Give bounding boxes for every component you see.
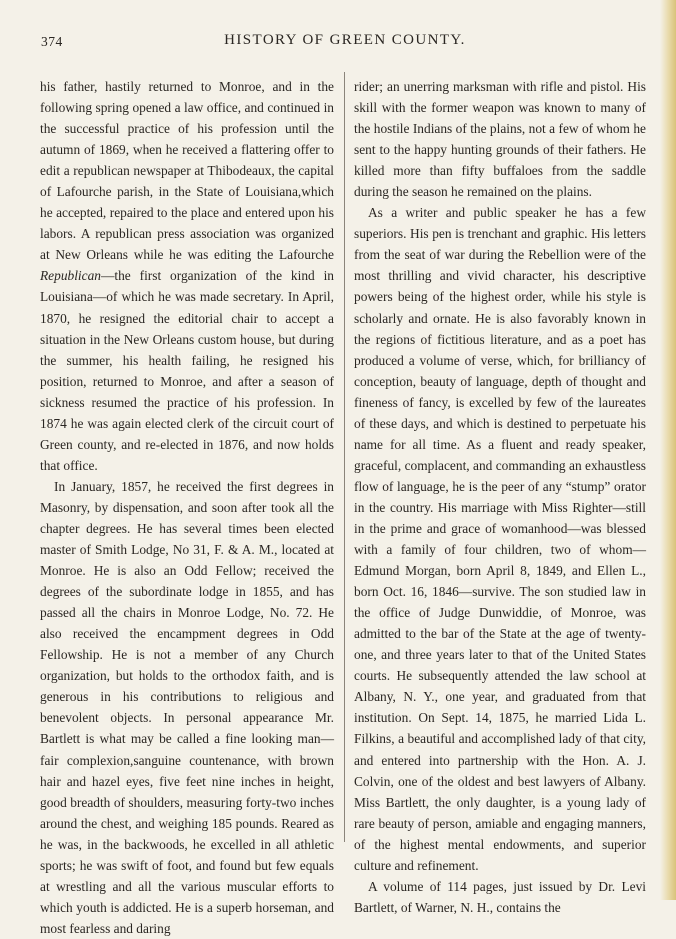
page-edge — [660, 0, 676, 900]
running-head: HISTORY OF GREEN COUNTY. — [224, 32, 466, 48]
column-rule — [344, 72, 345, 842]
paragraph-text: his father, hastily returned to Monroe, and in the following spring opened a law office, and continued in the successful practice of his profession until the autumn of 1869, when he received a flattering offer to edit a republican newspaper at Thibodeaux, the capital of Lafourche parish, in the State of Louisiana,which he accepted, repaired to the place and entered upon his labors. A republican press association was organized at New Orleans while he was editing the Lafourche — [40, 79, 334, 263]
left-column — [40, 76, 334, 939]
paragraph-text: —the first organization of the kind in Louisiana—of which he was made secretary. In April, 1870, he resigned the editorial chair to accept a situation in the New Orleans custom house, but during the summer, his health failing, he resigned his position, returned to Monroe, and after a season of sickness resumed the practice of his profession. In 1874 he was again elected clerk of the circuit court of Green county, and re-elected in 1876, and now holds that office. — [40, 268, 334, 473]
paragraph: As a writer and public speaker he has a few superiors. His pen is trenchant and graphic. His letters from the seat of war during the Rebellion were of the most thrilling and vivid character, his descriptive powers being of the highest order, while his style is scholarly and ornate. He is also favorably known in the regions of fictitious literature, and as a poet has produced a volume of verse, which, for brilliancy of conception, beauty of language, depth of thought and fineness of fancy, is excelled by few of the laureates of these days, and which is destined to perpetuate his name for all time. As a fluent and ready speaker, graceful, complacent, and commanding an exhaustless flow of language, he is the peer of any “stump” orator in the country. His marriage with Miss Righter—still in the prime and grace of womanhood—was blessed with a family of four children, two of whom—Edmund Morgan, born April 8, 1849, and Ellen L., born Oct. 16, 1846—survive. The son studied law in the office of Judge Dunwiddie, of Monroe, was admitted to the bar of the State at the age of twenty-one, and three years later to that of the United States courts. He subsequently attended the law school at Albany, N. Y., one year, and graduated from that institution. On Sept. 14, 1875, he married Lida L. Filkins, a beautiful and accomplished lady of that city, and entered into partnership with the Hon. A. J. Colvin, one of the oldest and best lawyers of Albany. Miss Bartlett, the only daughter, is a young lady of rare beauty of person, amiable and engaging manners, of the highest mental endowments, and superior culture and refinement. — [354, 205, 646, 873]
paragraph: In January, 1857, he received the first degrees in Masonry, by dispensation, and soon after took all the chapter degrees. He has several times been elected master of Smith Lodge, No 31, F. & A. M., located at Monroe. He is also an Odd Fellow; received the degrees of the subordinate lodge in 1855, and has passed all the chairs in Monroe Lodge, No. 72. He also received the encampment degrees in Odd Fellowship. He is not a member of any Church organization, but holds to the orthodox faith, and is generous in his contributions to religious and benevolent objects. In personal appearance Mr. Bartlett is what may be called a fine looking man—fair complexion,sanguine countenance, with brown hair and hazel eyes, five feet nine inches in height, good breadth of shoulders, measuring forty-two inches around the chest, and weighing 185 pounds. Reared as he was, in the backwoods, he excelled in all athletic sports; he was swift of foot, and found but few equals at wrestling and all the various muscular efforts to which youth is addicted. He is a superb horseman, and most fearless and daring — [40, 478, 334, 936]
newspaper-title: Republican — [40, 268, 101, 284]
page-header — [40, 30, 650, 52]
paragraph: rider; an unerring marksman with rifle and pistol. His skill with the former weapon was known to many of the hostile Indians of the plains, not a few of whom he sent to the happy hunting grounds of their fathers. He killed more than fifty buffaloes from the saddle during the season he remained on the plains. — [354, 79, 646, 200]
paragraph — [40, 76, 334, 476]
right-column — [354, 76, 646, 918]
page-number: 374 — [41, 34, 63, 49]
paragraph: A volume of 114 pages, just issued by Dr. Levi Bartlett, of Warner, N. H., contains the — [354, 878, 646, 915]
